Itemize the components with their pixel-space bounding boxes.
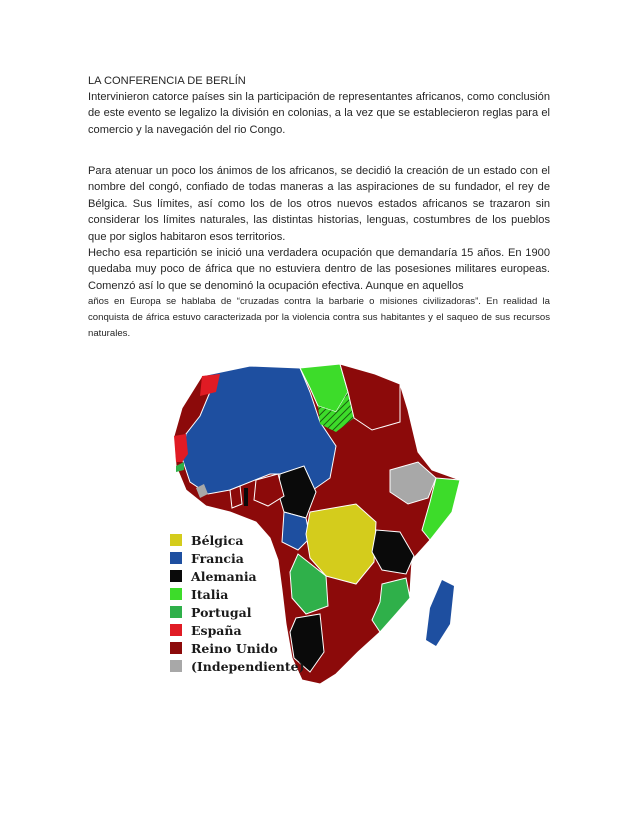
legend-label: Italia [191,586,229,602]
legend-label: Portugal [191,604,252,620]
region-francia-madagascar [426,580,454,646]
legend-label: Alemania [191,568,257,584]
legend-swatch [170,642,182,654]
legend-item [170,585,305,603]
legend-swatch [170,588,182,600]
document-title: LA CONFERENCIA DE BERLÍN [88,75,246,87]
legend-swatch [170,606,182,618]
legend-item [170,549,305,567]
region-alemania-togo [244,488,248,506]
legend-label: (Independiente) [191,658,305,674]
map-legend [170,531,305,675]
legend-item [170,603,305,621]
legend-item [170,657,305,675]
legend-label: Reino Unido [191,640,278,656]
paragraph-3: Hecho esa repartición se inició una verdadera ocupación que demandaría 15 años. En 1900 quedaba muy poco de áfrica que no estuviera dentro de las posesiones militares europeas. Comenzó así lo que se denominó la ocupación efectiva. Aunque en aquellos [88,247,550,292]
legend-item [170,567,305,585]
region-reino-unido-costa-oro [230,486,242,508]
legend-swatch [170,534,182,546]
legend-swatch [170,570,182,582]
legend-label: Francia [191,550,244,566]
legend-label: España [191,622,242,638]
legend-swatch [170,624,182,636]
legend-label: Bélgica [191,532,244,548]
legend-item [170,639,305,657]
legend-swatch [170,660,182,672]
paragraph-1: Intervinieron catorce países sin la participación de representantes africanos, como conclusión de este evento se legalizo la división en colonias, a la vez que se establecieron reglas para el comercio y la navegación del rio Congo. [88,91,550,136]
paragraph-2: Para atenuar un poco los ánimos de los africanos, se decidió la creación de un estado con el nombre del congó, confiado de todas maneras a las aspiraciones de su fundador, el rey de Bélgica. Sus límites, así como los de los otros nuevos estados africanos se trazaron sin considerar los límites naturales, las distintas historias, lenguas, costumbres de los pueblos que por siglos habitaron esos territorios. [88,165,550,243]
legend-item [170,531,305,549]
legend-swatch [170,552,182,564]
legend-item [170,621,305,639]
paragraph-4: años en Europa se hablaba de “cruzadas contra la barbarie o misiones civilizadoras”. En realidad la conquista de áfrica estuvo caracterizada por la violencia contra sus habitantes y el saqueo de sus recursos naturales. [88,296,550,339]
